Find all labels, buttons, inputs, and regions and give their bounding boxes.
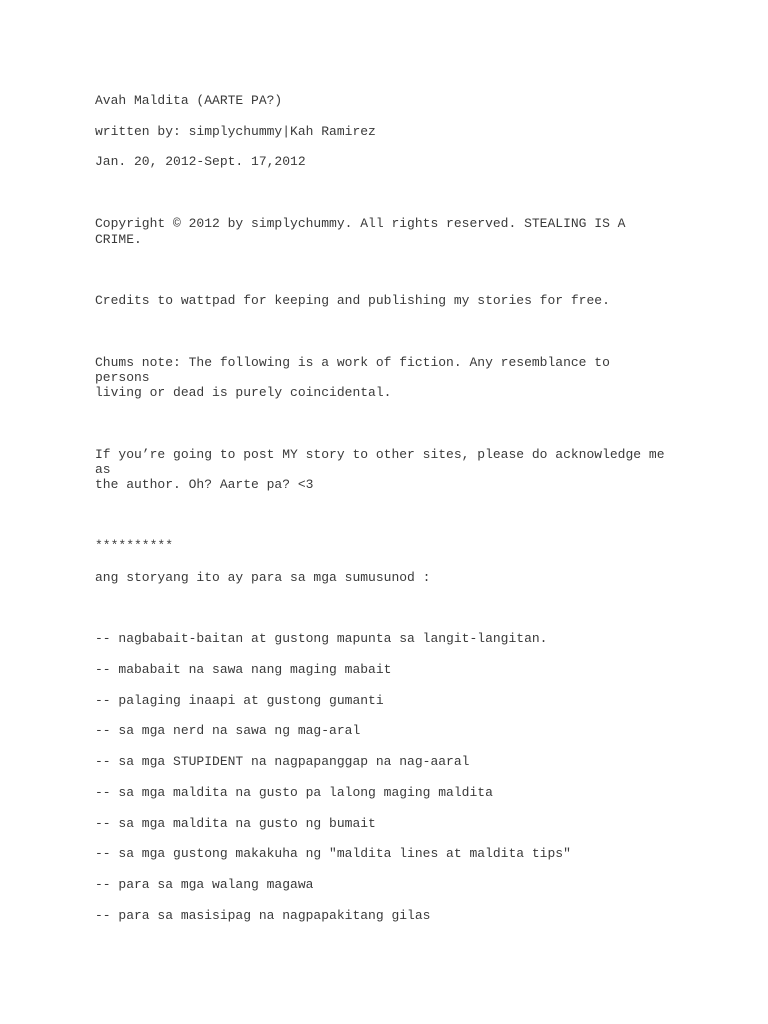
acknowledge-line-1: If you’re going to post MY story to other sites, please do acknowledge me xyxy=(95,447,665,462)
author-line: written by: simplychummy|Kah Ramirez xyxy=(95,124,376,139)
credits-line: Credits to wattpad for keeping and publishing my stories for free. xyxy=(95,293,610,308)
dedication-intro: ang storyang ito ay para sa mga sumusunod : xyxy=(95,570,431,585)
document-title: Avah Maldita (AARTE PA?) xyxy=(95,93,283,108)
list-item: -- sa mga maldita na gusto pa lalong maging maldita xyxy=(95,785,493,800)
note-line-3: living or dead is purely coincidental. xyxy=(95,385,392,400)
section-separator: ********** xyxy=(95,538,174,553)
list-item: -- sa mga maldita na gusto ng bumait xyxy=(95,816,376,831)
list-item: -- para sa masisipag na nagpapakitang gilas xyxy=(95,908,431,923)
list-item: -- sa mga STUPIDENT na nagpapanggap na nag-aaral xyxy=(95,754,470,769)
copyright-line-1: Copyright © 2012 by simplychummy. All rights reserved. STEALING IS A xyxy=(95,216,626,231)
note-line-2: persons xyxy=(95,370,150,385)
list-item: -- sa mga nerd na sawa ng mag-aral xyxy=(95,723,361,738)
acknowledge-line-3: the author. Oh? Aarte pa? <3 xyxy=(95,477,314,492)
note-line-1: Chums note: The following is a work of fiction. Any resemblance to xyxy=(95,355,610,370)
date-range: Jan. 20, 2012-Sept. 17,2012 xyxy=(95,154,306,169)
acknowledge-line-2: as xyxy=(95,462,111,477)
list-item: -- mababait na sawa nang maging mabait xyxy=(95,662,392,677)
list-item: -- para sa mga walang magawa xyxy=(95,877,314,892)
list-item: -- nagbabait-baitan at gustong mapunta sa langit-langitan. xyxy=(95,631,548,646)
list-item: -- palaging inaapi at gustong gumanti xyxy=(95,693,384,708)
list-item: -- sa mga gustong makakuha ng "maldita lines at maldita tips" xyxy=(95,846,571,861)
copyright-line-2: CRIME. xyxy=(95,232,142,247)
